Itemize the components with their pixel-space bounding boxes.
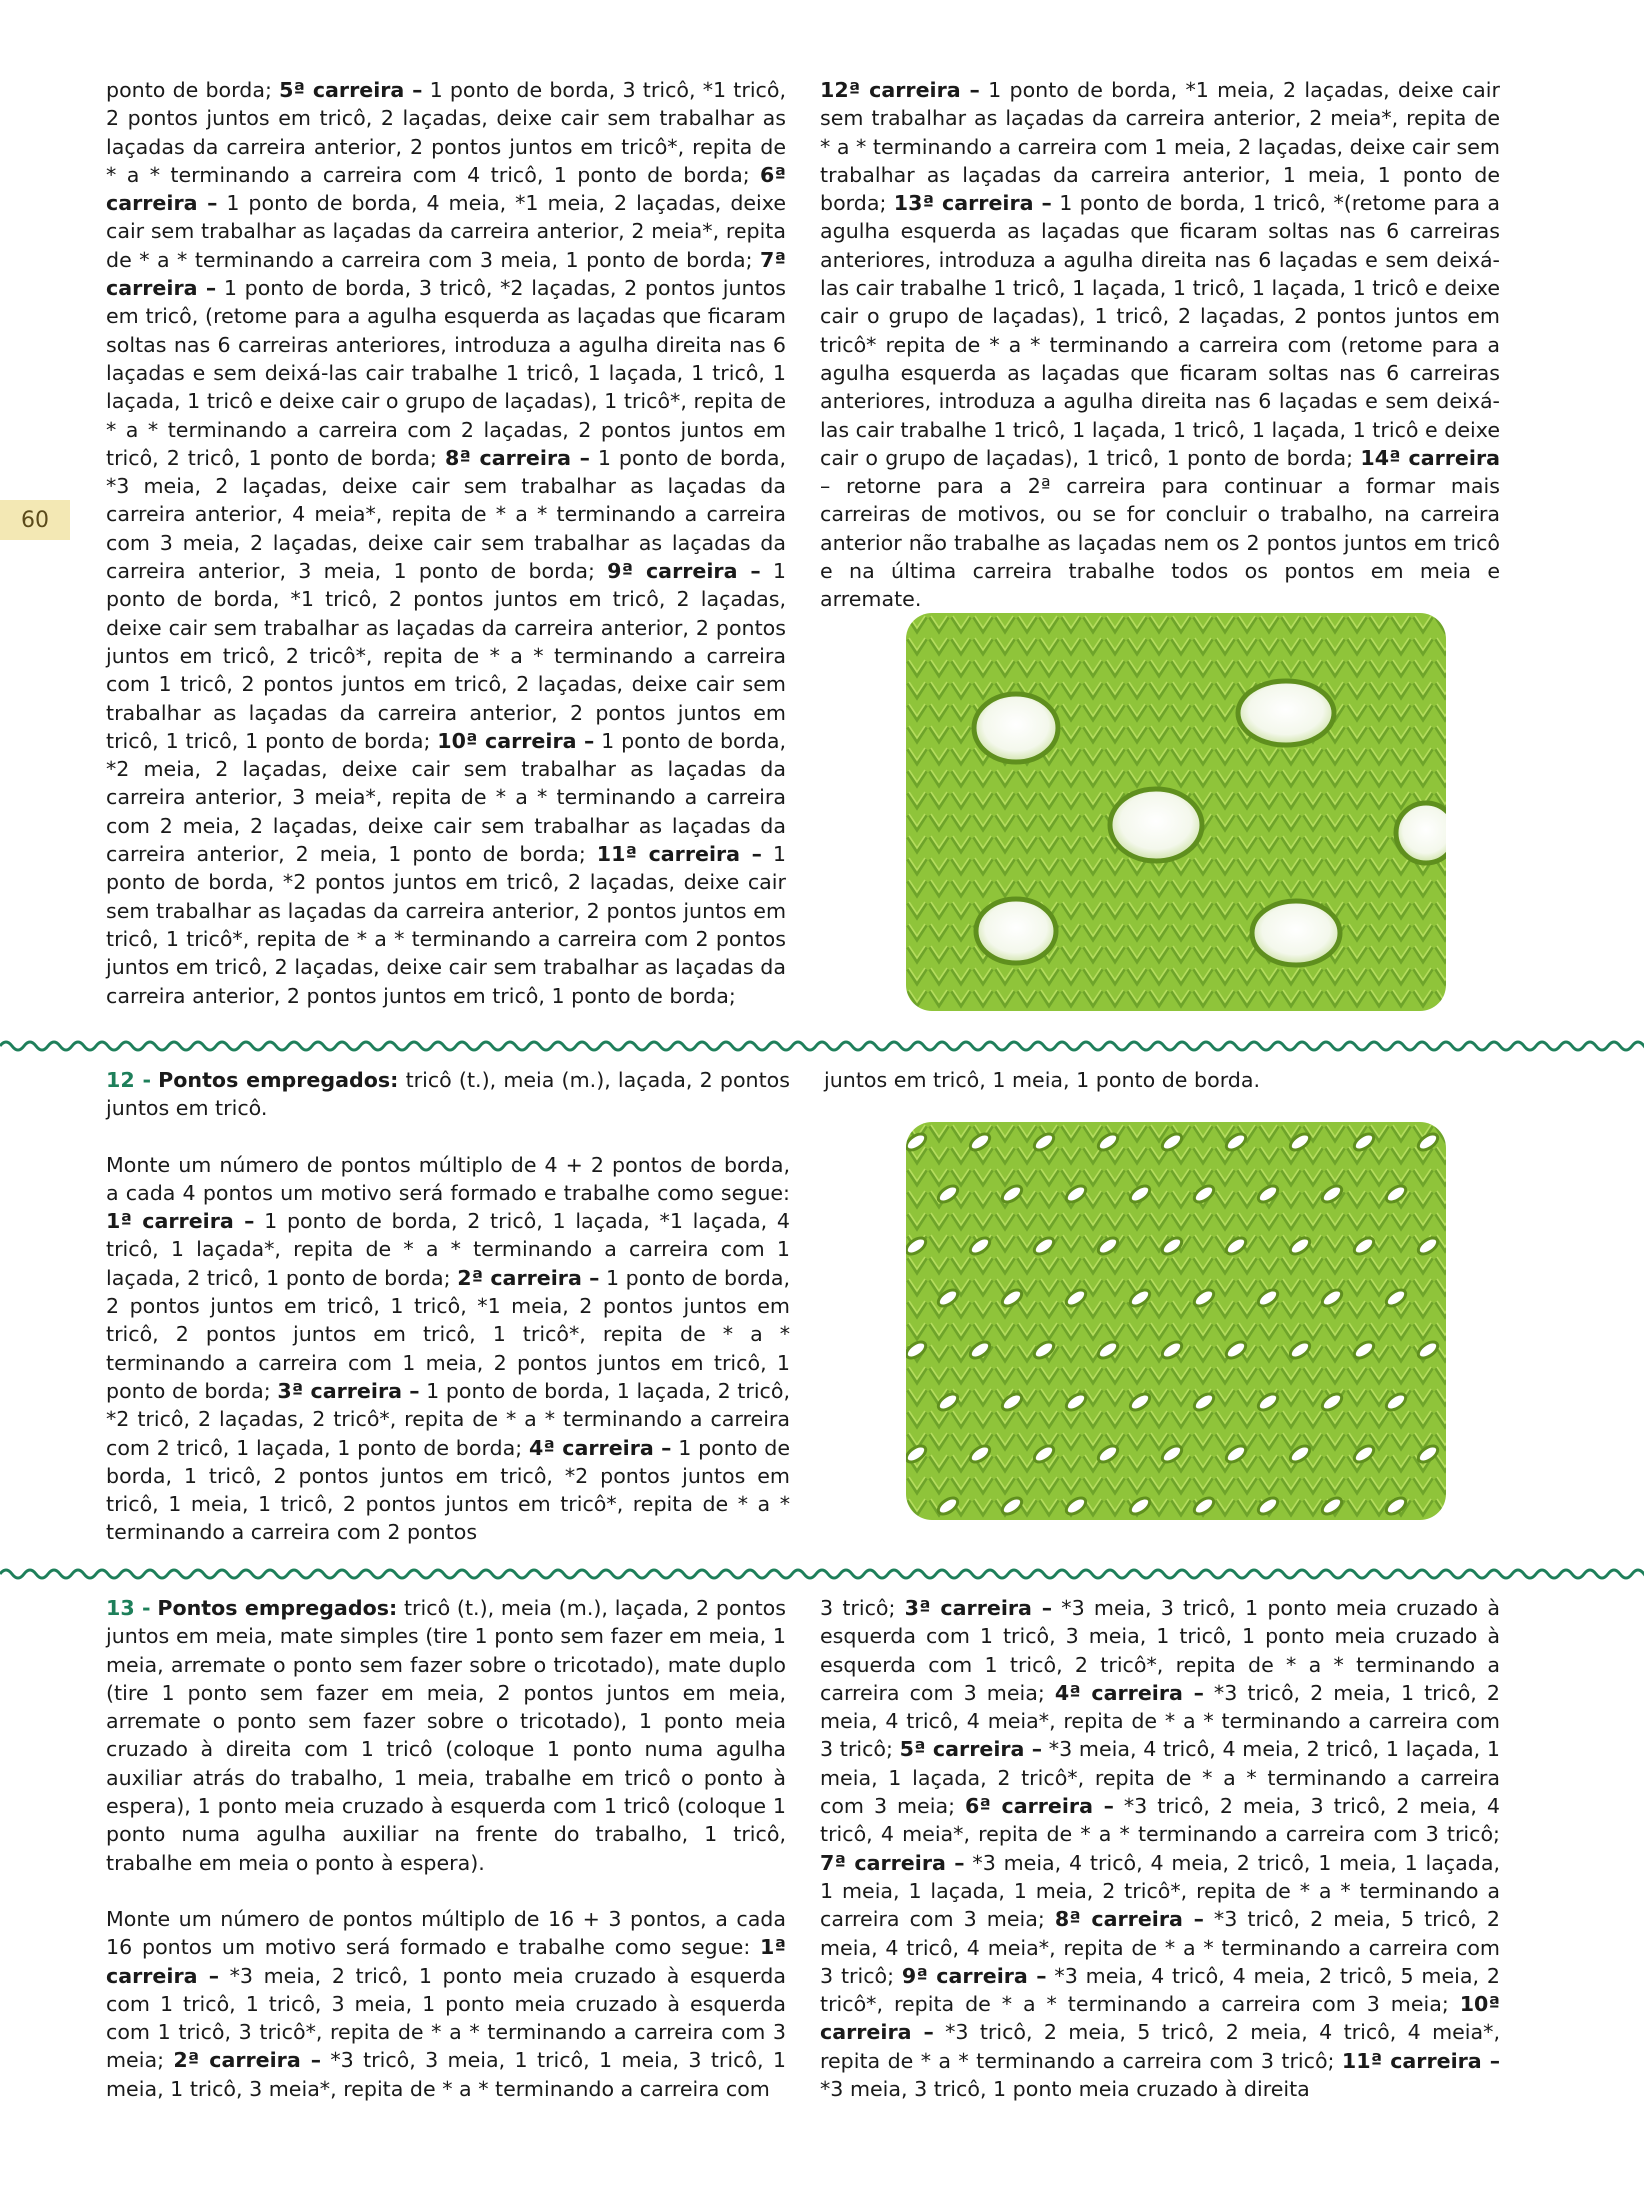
section-12-right xyxy=(824,1066,1504,1094)
section-12-body: Monte um número de pontos múltiplo de 4 + 2 pontos de borda, a cada 4 pontos um motivo será formado e trabalhe como segue: 1ª carreira – 1 ponto de borda, 2 tricô, 1 laçada, *1 laçada, 4 tricô, 1 laçada*, repita de * a * terminando a carreira com 1 laçada, 2 tricô, 1 ponto de borda; 2ª carreira – 1 ponto de borda, 2 pontos juntos em tricô, 1 tricô, *1 meia, 2 pontos juntos em tricô, 2 pontos juntos em tricô, 1 tricô*, repita de * a * terminando a carreira com 1 meia, 2 pontos juntos em tricô, 1 ponto de borda; 3ª carreira – 1 ponto de borda, 1 laçada, 2 tricô, *2 tricô, 2 laçadas, 2 tricô*, repita de * a * terminando a carreira com 2 tricô, 1 laçada, 1 ponto de borda; 4ª carreira – 1 ponto de borda, 1 tricô, 2 pontos juntos em tricô, *2 pontos juntos em tricô, 1 meia, 1 tricô, 2 pontos juntos em tricô*, repita de * a * terminando a carreira com 2 pontos xyxy=(106,1152,791,1545)
section-13-title: Pontos empregados: xyxy=(157,1596,398,1620)
row-label: 14ª carreira xyxy=(1360,445,1501,470)
row-label: 7ª carreira – xyxy=(106,247,786,301)
section-13-left xyxy=(106,1594,786,2103)
row-label: 6ª carreira – xyxy=(106,162,786,216)
page-number-tab xyxy=(0,500,70,540)
section-divider-wave-2 xyxy=(0,1564,1644,1584)
section-12-intro: tricô (t.), meia (m.), laçada, 2 pontos juntos em tricô. xyxy=(106,1068,790,1121)
row-label: 2ª carreira – xyxy=(457,1265,600,1290)
stitch-swatch-photo-1 xyxy=(906,613,1446,1011)
section-12-left xyxy=(106,1066,790,1547)
section-13-number: 13 - xyxy=(106,1596,151,1620)
row-label: 10ª carreira – xyxy=(437,728,595,753)
section-13-body: Monte um número de pontos múltiplo de 16 + 3 pontos, a cada 16 pontos um motivo será formado e trabalhe como segue: 1ª carreira – *3 meia, 2 tricô, 1 ponto meia cruzado à esquerda com 1 tricô, 1 tricô, 3 meia, 1 ponto meia cruzado à esquerda com 1 tricô, 3 tricô*, repita de * a * terminando a carreira com 3 meia; 2ª carreira – *3 tricô, 3 meia, 1 tricô, 1 meia, 3 tricô, 1 meia, 1 tricô, 3 meia*, repita de * a * terminando a carreira com xyxy=(106,1906,786,2101)
top-right-column xyxy=(820,76,1500,614)
top-right-text: 12ª carreira – 1 ponto de borda, *1 meia, 2 laçadas, deixe cair sem trabalhar as laçadas da carreira anterior, 2 meia*, repita de * a * terminando a carreira com 1 meia, 2 laçadas, deixe cair sem trabalhar as laçadas da carreira anterior, 1 meia, 1 ponto de borda; 13ª carreira – 1 ponto de borda, 1 tricô, *(retome para a agulha esquerda as laçadas que ficaram soltas nas 6 carreiras anteriores, introduza a agulha direita nas 6 laçadas e sem deixá-las cair trabalhe 1 tricô, 1 laçada, 1 tricô, 1 laçada, 1 tricô e deixe cair o grupo de laçadas), 1 tricô, 2 laçadas, 2 pontos juntos em tricô* repita de * a * terminando a carreira com (retome para a agulha esquerda as laçadas que ficaram soltas nas 6 carreiras anteriores, introduza a agulha direita nas 6 laçadas e sem deixá-las cair trabalhe 1 tricô, 1 laçada, 1 tricô, 1 laçada, 1 tricô e deixe cair o grupo de laçadas), 1 tricô, 1 ponto de borda; 14ª carreira – retorne para a 2ª carreira para continuar a formar mais carreiras de motivos, ou se for concluir o trabalho, na carreira anterior não trabalhe as laçadas nem os 2 pontos juntos em tricô e na última carreira trabalhe todos os pontos em meia e arremate. xyxy=(820,78,1501,612)
row-label: 3ª carreira – xyxy=(904,1596,1053,1620)
top-left-text: ponto de borda; 5ª carreira – 1 ponto de borda, 3 tricô, *1 tricô, 2 pontos juntos em tricô, 2 laçadas, deixe cair sem trabalhar as laçadas da carreira anterior, 2 pontos juntos em tricô*, repita de * a * terminando a carreira com 4 tricô, 1 ponto de borda; 6ª carreira – 1 ponto de borda, 4 meia, *1 meia, 2 laçadas, deixe cair sem trabalhar as laçadas da carreira anterior, 2 meia*, repita de * a * terminando a carreira com 3 meia, 1 ponto de borda; 7ª carreira – 1 ponto de borda, 3 tricô, *2 laçadas, 2 pontos juntos em tricô, (retome para a agulha esquerda as laçadas que ficaram soltas nas 6 carreiras anteriores, introduza a agulha direita nas 6 laçadas e sem deixá-las cair trabalhe 1 tricô, 1 laçada, 1 tricô, 1 laçada, 1 tricô e deixe cair o grupo de laçadas), 1 tricô*, repita de * a * terminando a carreira com 2 laçadas, 2 pontos juntos em tricô, 2 tricô, 1 ponto de borda; 8ª carreira – 1 ponto de borda, *3 meia, 2 laçadas, deixe cair sem trabalhar as laçadas da carreira anterior, 4 meia*, repita de * a * terminando a carreira com 3 meia, 2 laçadas, deixe cair sem trabalhar as laçadas da carreira anterior, 3 meia, 1 ponto de borda; 9ª carreira – 1 ponto de borda, *1 tricô, 2 pontos juntos em tricô, 2 laçadas, deixe cair sem trabalhar as laçadas da carreira anterior, 2 pontos juntos em tricô, 2 tricô*, repita de * a * terminando a carreira com 1 tricô, 2 pontos juntos em tricô, 2 laçadas, deixe cair sem trabalhar as laçadas da carreira anterior, 2 pontos juntos em tricô, 1 tricô, 1 ponto de borda; 10ª carreira – 1 ponto de borda, *2 meia, 2 laçadas, deixe cair sem trabalhar as laçadas da carreira anterior, 3 meia*, repita de * a * terminando a carreira com 2 meia, 2 laçadas, deixe cair sem trabalhar as laçadas da carreira anterior, 2 meia, 1 ponto de borda; 11ª carreira – 1 ponto de borda, *2 pontos juntos em tricô, 2 laçadas, deixe cair sem trabalhar as laçadas da carreira anterior, 2 pontos juntos em tricô, 1 tricô*, repita de * a * terminando a carreira com 2 pontos juntos em tricô, 2 laçadas, deixe cair sem trabalhar as laçadas da carreira anterior, 2 pontos juntos em tricô, 1 ponto de borda; xyxy=(106,78,787,1008)
top-left-column xyxy=(106,76,786,1010)
row-label: 4ª carreira – xyxy=(528,1435,672,1460)
row-label: 1ª carreira – xyxy=(106,1209,255,1234)
row-label: 9ª carreira – xyxy=(901,1963,1047,1988)
row-label: 3ª carreira – xyxy=(277,1378,420,1403)
row-label: 7ª carreira – xyxy=(820,1850,965,1875)
row-label: 6ª carreira – xyxy=(964,1794,1114,1819)
section-13-intro: tricô (t.), meia (m.), laçada, 2 pontos juntos em meia, mate simples (tire 1 ponto sem fazer em meia, 1 meia, arremate o ponto sem fazer sobre o tricotado), mate duplo (tire 1 ponto sem fazer em meia, 2 pontos juntos em meia, arremate o ponto sem fazer sobre o tricotado), 1 ponto meia cruzado à direita com 1 tricô (coloque 1 ponto numa agulha auxiliar atrás do trabalho, 1 meia, trabalhe em tricô o ponto à espera), 1 ponto meia cruzado à esquerda com 1 tricô (coloque 1 ponto numa agulha auxiliar na frente do trabalho, 1 tricô, trabalhe em meia o ponto à espera). xyxy=(106,1596,786,1875)
page-number: 60 xyxy=(21,507,49,533)
row-label: 4ª carreira – xyxy=(1054,1680,1204,1705)
section-12-number: 12 - xyxy=(106,1068,151,1092)
row-label: 11ª carreira – xyxy=(596,842,762,867)
section-13-right xyxy=(820,1594,1500,2103)
row-label: 8ª carreira – xyxy=(1054,1907,1204,1932)
section-12-header xyxy=(106,1066,790,1123)
row-label: 8ª carreira – xyxy=(444,445,590,470)
section-13-right-text: 3 tricô; 3ª carreira – *3 meia, 3 tricô, 1 ponto meia cruzado à esquerda com 1 tricô, 3 meia, 1 tricô, 1 ponto meia cruzado à esquerda com 1 tricô, 2 tricô*, repita de * a * terminando a carreira com 3 meia; 4ª carreira – *3 tricô, 2 meia, 1 tricô, 2 meia, 4 tricô, 4 meia*, repita de * a * terminando a carreira com 3 tricô; 5ª carreira – *3 meia, 4 tricô, 4 meia, 2 tricô, 1 laçada, 1 meia, 1 laçada, 2 tricô*, repita de * a * terminando a carreira com 3 meia; 6ª carreira – *3 tricô, 2 meia, 3 tricô, 2 meia, 4 tricô, 4 meia*, repita de * a * terminando a carreira com 3 tricô; 7ª carreira – *3 meia, 4 tricô, 4 meia, 2 tricô, 1 meia, 1 laçada, 1 meia, 1 laçada, 1 meia, 2 tricô*, repita de * a * terminando a carreira com 3 meia; 8ª carreira – *3 tricô, 2 meia, 5 tricô, 2 meia, 4 tricô, 4 meia*, repita de * a * terminando a carreira com 3 tricô; 9ª carreira – *3 meia, 4 tricô, 4 meia, 2 tricô, 5 meia, 2 tricô*, repita de * a * terminando a carreira com 3 meia; 10ª carreira – *3 tricô, 2 meia, 5 tricô, 2 meia, 4 tricô, 4 meia*, repita de * a * terminando a carreira com 3 tricô; 11ª carreira – *3 meia, 3 tricô, 1 ponto meia cruzado à direita xyxy=(820,1596,1501,2102)
stitch-swatch-photo-2 xyxy=(906,1122,1446,1520)
section-divider-wave xyxy=(0,1036,1644,1056)
row-label: 12ª carreira – xyxy=(820,78,980,102)
row-label: 5ª carreira – xyxy=(899,1737,1043,1762)
section-12-title: Pontos empregados: xyxy=(158,1068,399,1092)
row-label: 9ª carreira – xyxy=(607,559,761,584)
row-label: 2ª carreira – xyxy=(173,2048,321,2073)
section-13-header xyxy=(106,1594,786,1877)
row-label: 5ª carreira – xyxy=(279,78,423,102)
row-label: 1ª carreira – xyxy=(106,1935,786,1988)
row-label: 10ª carreira – xyxy=(820,1992,1500,2045)
row-label: 11ª carreira – xyxy=(1341,2048,1501,2073)
row-label: 13ª carreira – xyxy=(893,191,1052,216)
section-12-right-text: juntos em tricô, 1 meia, 1 ponto de borda. xyxy=(824,1068,1261,1092)
